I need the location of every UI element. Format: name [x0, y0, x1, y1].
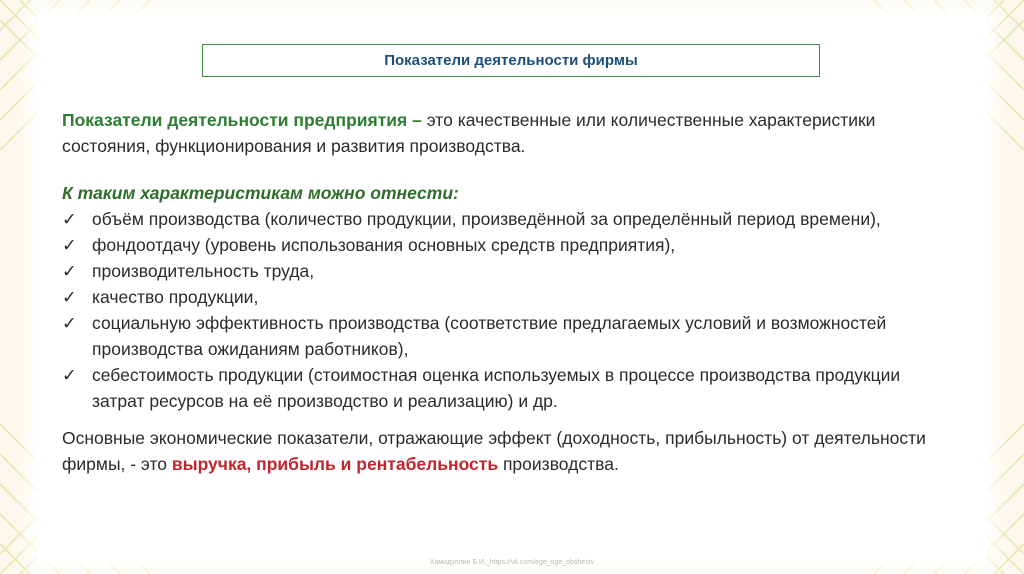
checkmark-icon: ✓ [62, 261, 77, 281]
definition-term: Показатели деятельности предприятия – [62, 110, 422, 130]
list-item-text: фондоотдачу (уровень использования основных средств предприятия), [92, 235, 676, 255]
summary-highlight: выручка, прибыль и рентабельность [171, 454, 499, 474]
slide-title [202, 44, 820, 77]
list-item-text: объём производства (количество продукции, произведённой за определённый период времени), [92, 209, 881, 229]
list-item-text: себестоимость продукции (стоимостная оценка используемых в процессе производства продукции затрат ресурсов на её производство и реализацию) и др. [92, 365, 901, 411]
checkmark-icon: ✓ [62, 313, 77, 333]
summary-text-before: Основные экономические показатели, отражающие эффект (доходность, прибыльность) от деятельности фирмы, - это [62, 428, 926, 474]
slide-title-text: Показатели деятельности фирмы [384, 52, 638, 69]
definition-paragraph [62, 107, 942, 159]
list-item [62, 284, 942, 310]
list-item [62, 310, 942, 362]
list-item-text: социальную эффективность производства (соответствие предлагаемых условий и возможностей производства ожиданиям работников), [92, 313, 887, 359]
summary-text-after: производства. [498, 454, 619, 474]
summary-paragraph [62, 425, 942, 477]
list-item [62, 362, 942, 414]
checkmark-icon: ✓ [62, 235, 77, 255]
slide-panel [38, 14, 986, 562]
checkmark-icon: ✓ [62, 209, 77, 229]
checkmark-icon: ✓ [62, 365, 77, 385]
list-item [62, 206, 942, 232]
list-item-text: качество продукции, [92, 287, 259, 307]
list-intro: К таким характеристикам можно отнести: [62, 183, 459, 203]
definition-text: это качественные или количественные характеристики состояния, функционирования и развития производства. [62, 110, 876, 156]
footer-credit: Хамидуллин Б.И._https://vk.com/ege_oge_obshestv [429, 559, 595, 566]
list-item [62, 232, 942, 258]
slide-content [62, 107, 942, 477]
list-item [62, 258, 942, 284]
checkmark-icon: ✓ [62, 287, 77, 307]
list-item-text: производительность труда, [92, 261, 315, 281]
characteristics-list [62, 206, 942, 414]
